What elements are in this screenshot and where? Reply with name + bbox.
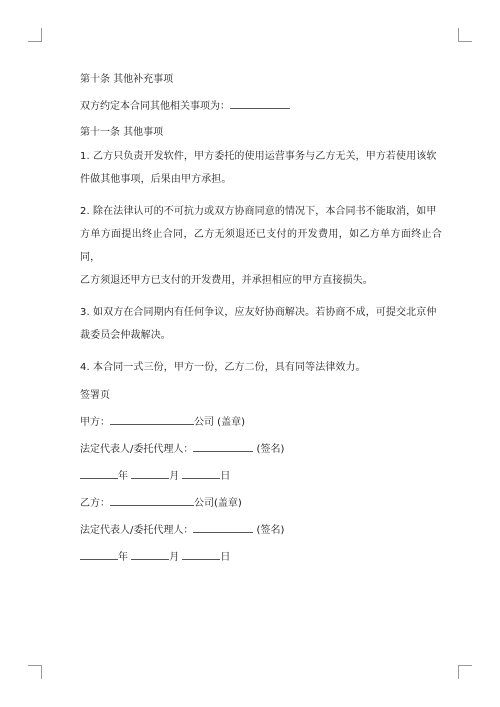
crop-mark-top-right: [458, 28, 472, 42]
article-10-text: [80, 99, 442, 114]
rep-b-signature-blank[interactable]: [193, 523, 253, 533]
date-b-day-label: 日: [220, 552, 231, 563]
document-page: [80, 60, 442, 577]
rep-a-suffix: (签名): [253, 444, 285, 455]
party-a-suffix: 公司 (盖章): [194, 417, 245, 428]
item-1-line-1: 1. 乙方只负责开发软件，甲方委托的使用运营事务与乙方无关，甲方若使用该软: [80, 151, 437, 162]
rep-b-row: [80, 523, 442, 538]
article-10-heading: 第十条 其他补充事项: [80, 74, 174, 85]
date-a-month-label: 月: [169, 471, 180, 482]
article-11-heading: 第十一条 其他事项: [80, 127, 164, 138]
date-b-year-label: 年: [118, 552, 128, 563]
item-1-line-2: 件做其他事项，后果由甲方承担。: [80, 174, 232, 185]
date-b-day-blank[interactable]: [182, 550, 220, 560]
article-11-item-3: [80, 301, 442, 347]
rep-a-row: [80, 442, 442, 457]
date-a-row: [80, 469, 442, 484]
item-3-line-2: 裁委员会仲裁解决。: [80, 330, 171, 341]
crop-mark-bottom-left: [28, 665, 42, 679]
party-a-row: [80, 415, 442, 430]
rep-a-signature-blank[interactable]: [193, 442, 253, 452]
date-a-year-blank[interactable]: [80, 469, 118, 479]
item-2-line-3: 乙方须退还甲方已支付的开发费用，并承担相应的甲方直接损失。: [80, 275, 373, 286]
party-b-name-blank[interactable]: [110, 496, 194, 506]
party-a-label: 甲方：: [80, 417, 110, 428]
article-11-item-1: [80, 145, 442, 191]
crop-mark-bottom-right: [458, 665, 472, 679]
party-a-name-blank[interactable]: [110, 415, 194, 425]
party-b-row: [80, 496, 442, 511]
crop-mark-top-left: [28, 28, 42, 42]
supplement-blank-line[interactable]: [230, 99, 290, 109]
party-b-suffix: 公司(盖章): [194, 498, 242, 509]
date-b-month-label: 月: [169, 552, 180, 563]
rep-b-label: 法定代表人/委托代理人：: [80, 525, 194, 536]
date-b-year-blank[interactable]: [80, 550, 118, 560]
date-a-month-blank[interactable]: [131, 469, 169, 479]
article-11-item-2: [80, 200, 442, 292]
signature-page-title: 签署页: [80, 390, 110, 401]
item-2-line-1: 2. 除在法律认可的不可抗力或双方协商同意的情况下，本合同书不能取消，如甲: [80, 206, 437, 217]
rep-b-suffix: (签名): [253, 525, 285, 536]
item-3-line-1: 3. 如双方在合同期内有任何争议，应友好协商解决。若协商不成，可提交北京仲: [80, 307, 437, 318]
item-2-line-2: 方单方面提出终止合同，乙方无须退还已支付的开发费用，如乙方单方面终止合同，: [80, 229, 442, 263]
date-b-row: [80, 550, 442, 565]
party-b-label: 乙方：: [80, 498, 110, 509]
date-b-month-blank[interactable]: [131, 550, 169, 560]
date-a-year-label: 年: [118, 471, 128, 482]
article-10-text-label: 双方约定本合同其他相关事项为：: [80, 101, 230, 112]
date-a-day-blank[interactable]: [182, 469, 220, 479]
item-4-line-1: 4. 本合同一式三份，甲方一份，乙方二份，具有同等法律效力。: [80, 362, 366, 373]
rep-a-label: 法定代表人/委托代理人：: [80, 444, 194, 455]
date-a-day-label: 日: [220, 471, 231, 482]
article-11-item-4: [80, 356, 442, 379]
